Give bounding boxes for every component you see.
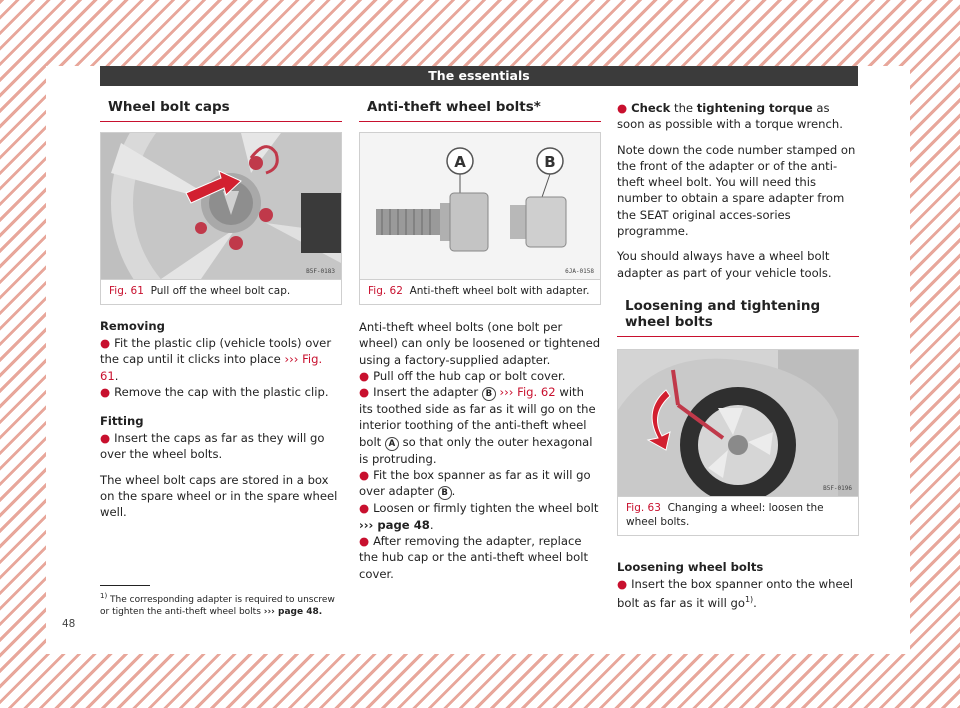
list-item: ● Remove the cap with the plastic clip. [100, 384, 329, 399]
footnote-divider [100, 585, 150, 586]
image-code: B5F-0183 [306, 268, 335, 275]
subheading-removing: Removing [100, 319, 165, 333]
figure-63 [617, 349, 859, 536]
footnote: $^{1)}$ The corresponding adapter is required to unscrew or tighten the anti-theft wheel bolts ››› page 48. [100, 592, 335, 617]
paragraph: Note down the code number stamped on the front of the adapter or of the anti-theft wheel bolt. You will need this number to obtain a spare adapter from the SEAT original acces-sories programme. [617, 142, 856, 239]
section-heading: Anti-theft wheel bolts* [359, 96, 601, 122]
label-b-badge: B [482, 387, 496, 401]
section-header: The essentials [100, 66, 858, 86]
image-code: B5F-0196 [823, 484, 852, 492]
figure-label: Fig. 63 [626, 501, 661, 514]
fig-link[interactable]: ››› Fig. 61 [100, 352, 323, 383]
figure-61 [100, 132, 342, 305]
figure-caption [101, 279, 341, 304]
list-item: ● Insert the adapter B ››› Fig. 62 with its toothed side as far as it will go on the interior toothing of the anti-theft wheel bolt A so that only the outer hexagonal is protruding. [359, 385, 596, 466]
label-a-badge: A [385, 437, 399, 451]
figure-label: Fig. 62 [368, 285, 403, 297]
figure-caption-text: Pull off the wheel bolt cap. [150, 285, 291, 297]
fig-link[interactable]: ››› Fig. 62 [499, 385, 556, 400]
list-item: ● Insert the caps as far as they will go over the wheel bolts. [100, 431, 325, 462]
figure-label: Fig. 61 [109, 285, 144, 297]
label-a: A [454, 153, 466, 171]
wheel-bolt-cap-image [101, 133, 341, 279]
section-heading: Loosening and tightening wheel bolts [617, 295, 859, 337]
loosen-bolts-image [618, 350, 858, 496]
page-link[interactable]: ››› page 48. [263, 607, 323, 617]
list-item: ● Loosen or firmly tighten the wheel bolt ››› page 48. [359, 501, 599, 532]
page-number: 48 [62, 618, 76, 630]
figure-caption-text: Anti-theft wheel bolt with adapter. [409, 285, 590, 297]
list-item: ● Fit the box spanner as far as it will go over adapter B . [359, 468, 591, 499]
subheading-fitting: Fitting [100, 414, 144, 429]
paragraph: Anti-theft wheel bolts (one bolt per wheel) can only be loosened or tightened using a factory-supplied adapter. [359, 320, 601, 367]
label-b: B [544, 153, 556, 171]
column-wheel-bolt-caps [100, 96, 342, 521]
list-item: ● After removing the adapter, replace the hub cap or the anti-theft wheel bolt cover. [359, 533, 588, 581]
column-loosening [617, 100, 859, 611]
subheading-loosening: Loosening wheel bolts [617, 559, 764, 574]
column-anti-theft-bolts [359, 96, 601, 582]
paragraph: You should always have a wheel bolt adapter as part of your vehicle tools. [617, 249, 832, 280]
list-item: ● Fit the plastic clip (vehicle tools) over the cap until it clicks into place ››› Fig. 61. [100, 336, 332, 383]
anti-theft-bolt-image [360, 133, 600, 279]
figure-caption [618, 496, 858, 535]
figure-62 [359, 132, 601, 305]
figure-caption [360, 279, 600, 304]
image-code: 6JA-0158 [565, 268, 594, 275]
list-item: ● Insert the box spanner onto the wheel bolt as far as it will $go^{1)}$. [617, 576, 853, 611]
list-item: ● Pull off the hub cap or bolt cover. [359, 368, 566, 383]
page-link[interactable]: ››› page 48 [359, 517, 430, 532]
figure-caption-text: Changing a wheel: loosen the wheel bolts. [626, 501, 824, 528]
section-heading: Wheel bolt caps [100, 96, 342, 122]
label-b-badge: B [438, 486, 452, 500]
paragraph: The wheel bolt caps are stored in a box on the spare wheel or in the spare wheel well. [100, 472, 338, 520]
list-item: ● Check the tightening torque as soon as possible with a torque wrench. [617, 101, 843, 132]
